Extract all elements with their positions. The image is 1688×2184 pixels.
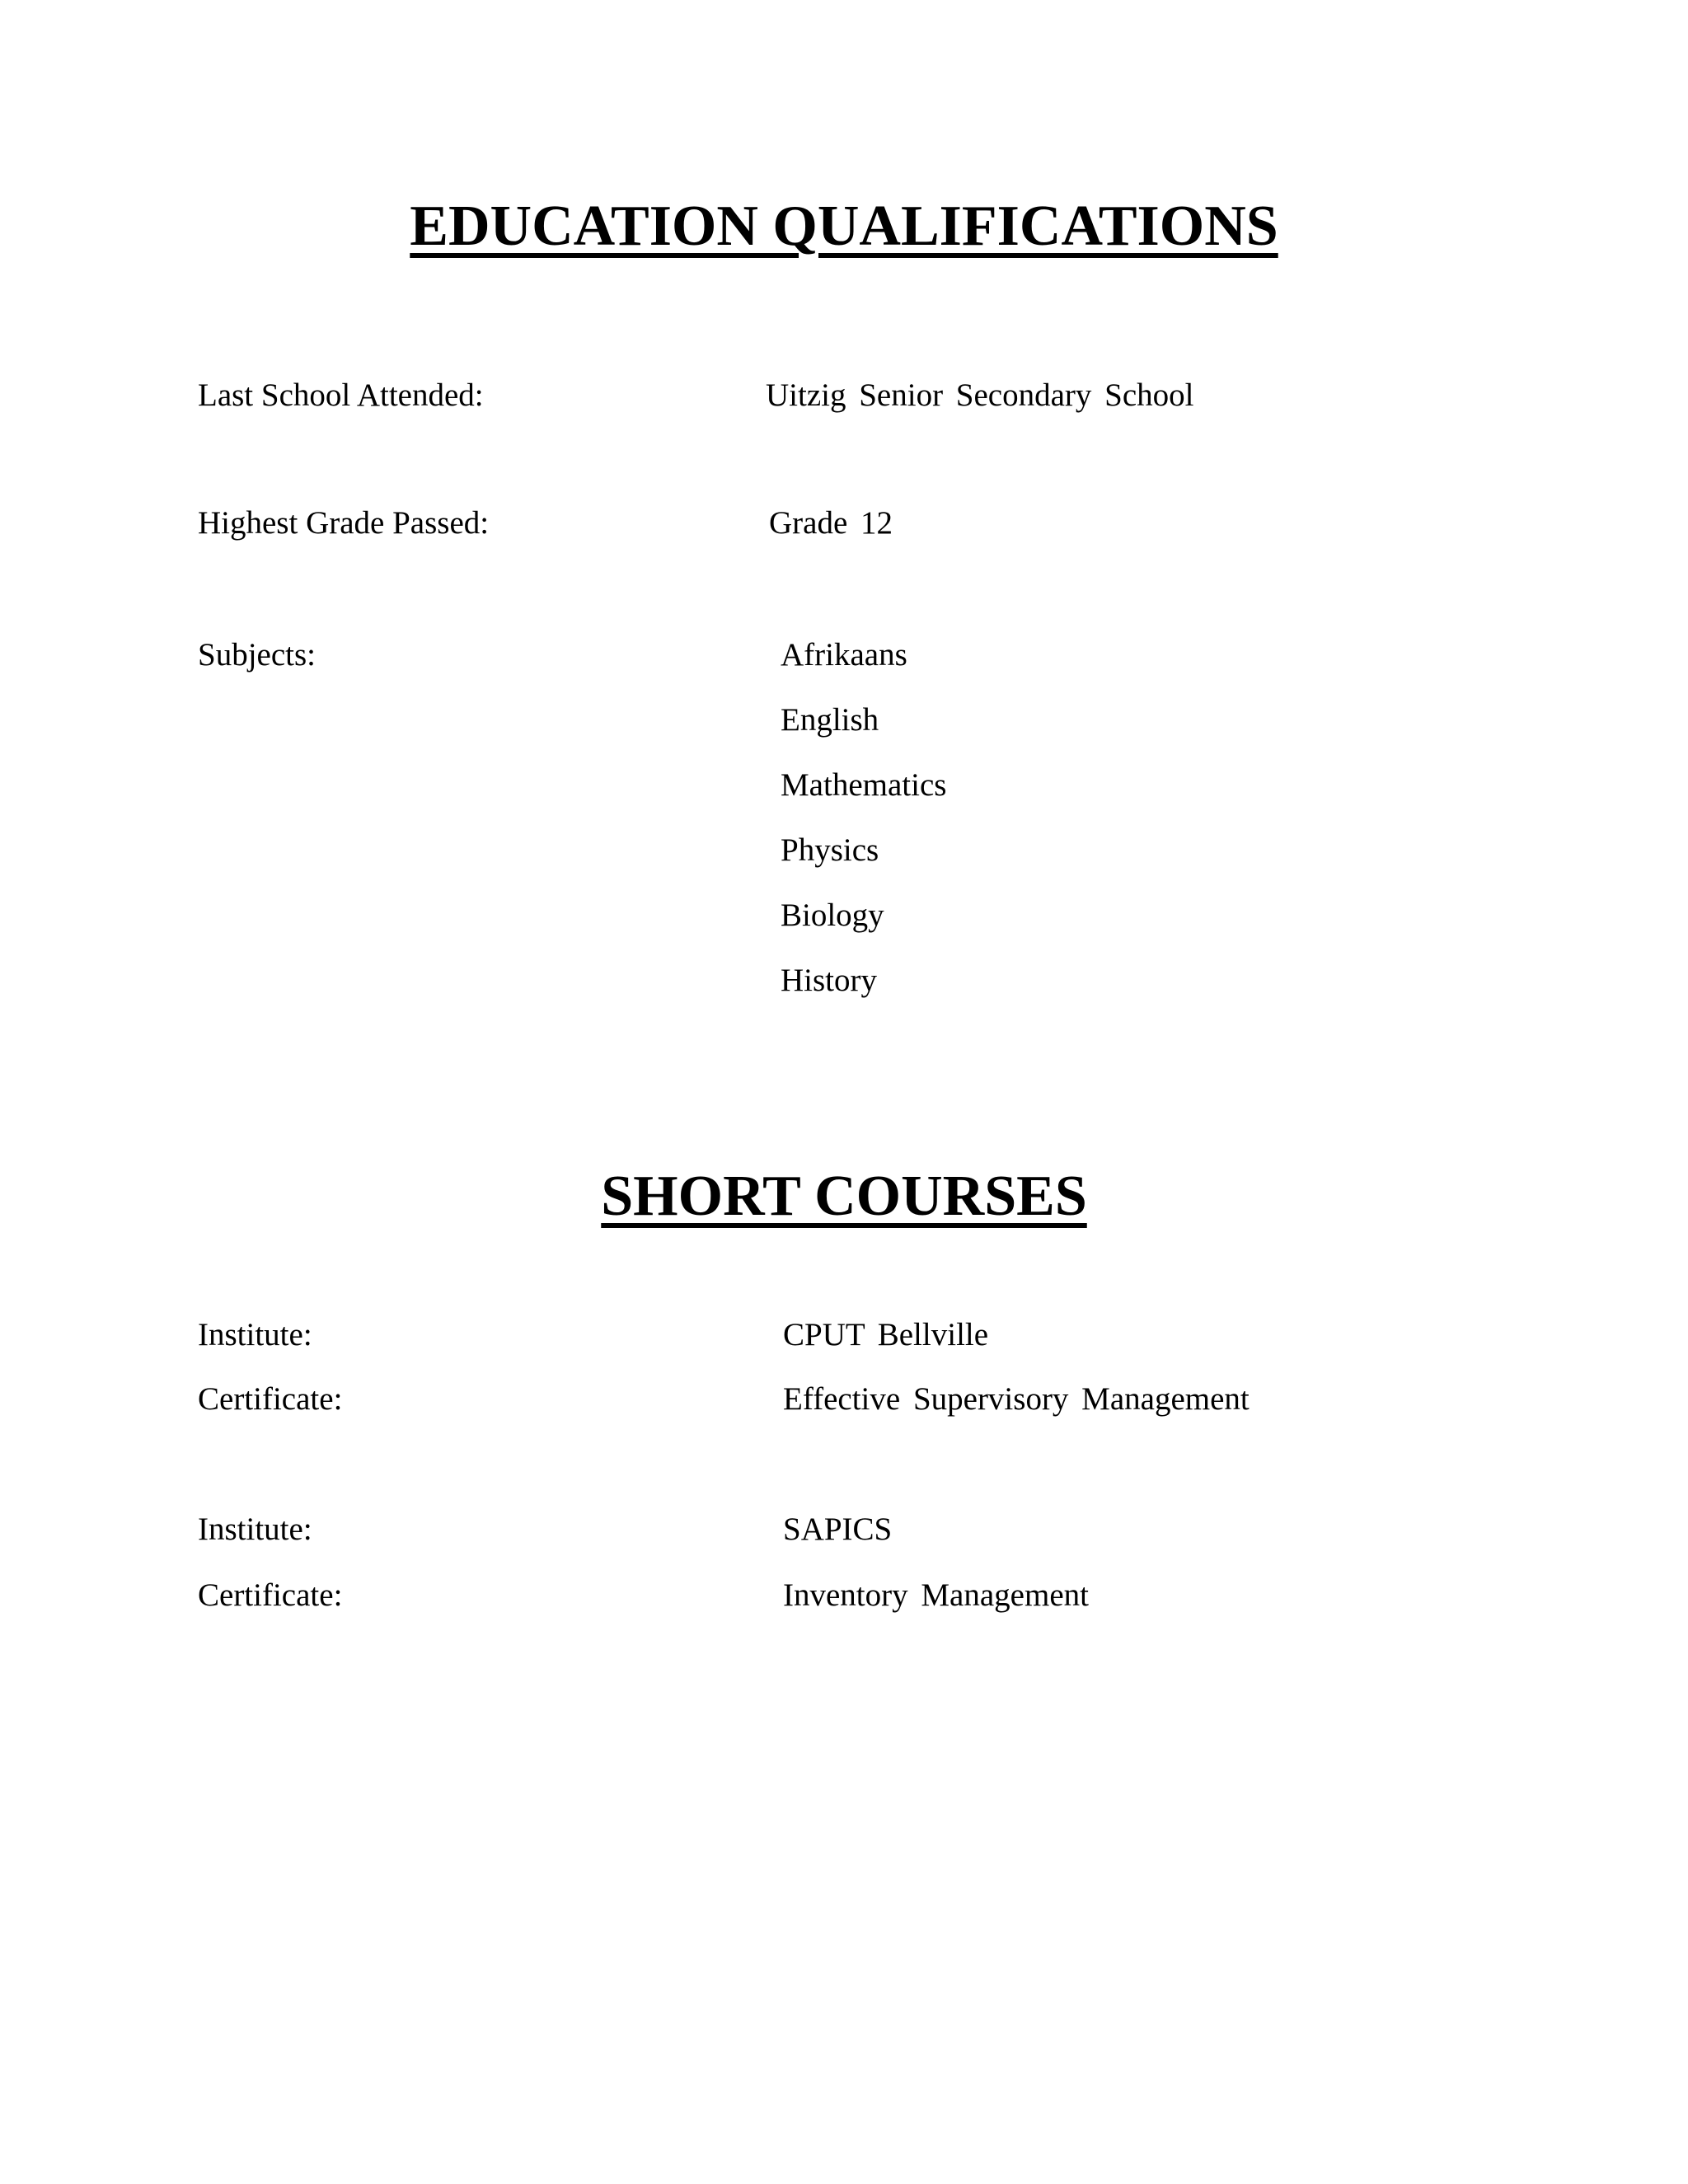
- subject-item: Afrikaans: [781, 637, 907, 673]
- short-courses-heading: SHORT COURSES: [601, 1165, 1087, 1228]
- certificate-label: Certificate:: [198, 1381, 343, 1417]
- certificate-label: Certificate:: [198, 1577, 343, 1613]
- course-institute-row: [0, 1310, 1688, 1360]
- last-school-value: Uitzig Senior Secondary School: [766, 377, 1194, 413]
- last-school-label: Last School Attended:: [198, 377, 484, 413]
- certificate-value: Effective Supervisory Management: [783, 1381, 1250, 1417]
- institute-label: Institute:: [198, 1511, 312, 1547]
- subject-item: English: [781, 702, 879, 738]
- subject-item: Biology: [781, 898, 884, 933]
- institute-label: Institute:: [198, 1317, 312, 1352]
- highest-grade-value: Grade 12: [769, 505, 893, 541]
- subject-item: History: [781, 963, 877, 998]
- last-school-row: [0, 371, 1688, 420]
- institute-value: SAPICS: [783, 1511, 893, 1547]
- institute-value: CPUT Bellville: [783, 1317, 989, 1352]
- course-institute-row: [0, 1505, 1688, 1554]
- highest-grade-label: Highest Grade Passed:: [198, 505, 490, 541]
- course-certificate-row: [0, 1375, 1688, 1424]
- subjects-label: Subjects:: [198, 637, 316, 673]
- education-qualifications-heading: EDUCATION QUALIFICATIONS: [410, 194, 1278, 258]
- highest-grade-row: [0, 499, 1688, 548]
- subject-item: Mathematics: [781, 767, 947, 803]
- subject-item: Physics: [781, 832, 879, 868]
- subjects-list: [781, 630, 946, 1021]
- certificate-value: Inventory Management: [783, 1577, 1089, 1613]
- course-certificate-row: [0, 1571, 1688, 1620]
